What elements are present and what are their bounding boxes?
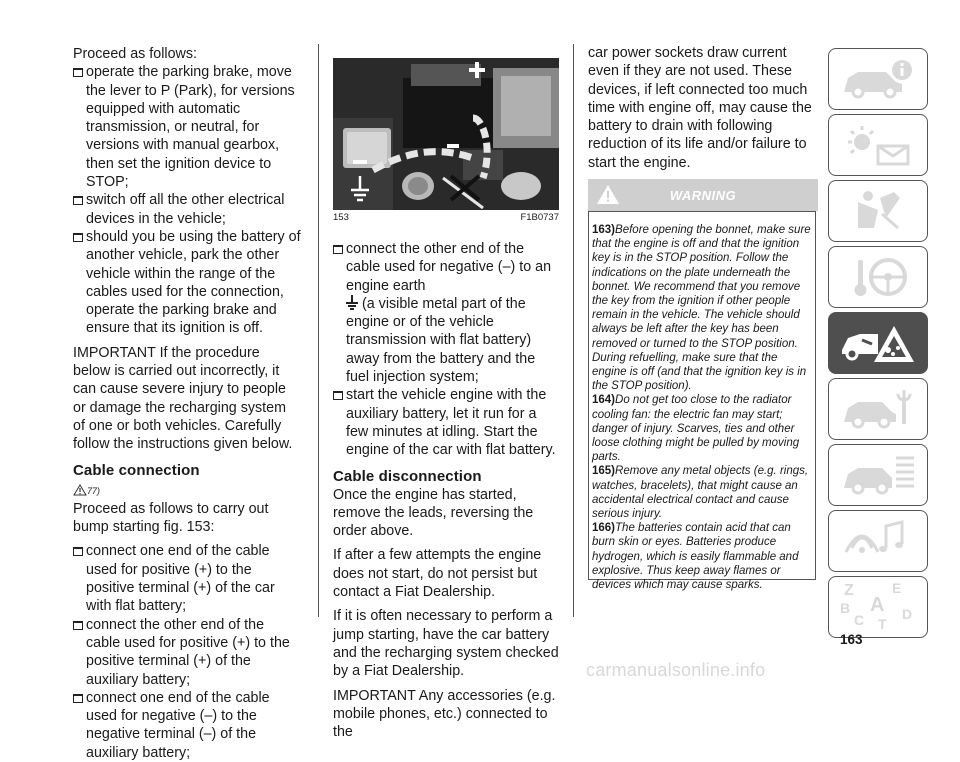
watermark: carmanualsonline.info	[586, 660, 766, 680]
bullet-square-icon	[73, 68, 83, 77]
page-number: 163	[840, 632, 863, 647]
car-service-icon	[838, 386, 918, 432]
paragraph: Once the engine has started, remove the leads, reversing the order above.	[333, 486, 534, 540]
tab-car-info[interactable]	[828, 48, 928, 110]
spec-list-icon	[838, 452, 918, 498]
bullet-square-icon	[73, 233, 83, 242]
figure-caption	[333, 212, 559, 223]
warning-title: WARNING	[669, 188, 737, 203]
earth-ground-icon	[346, 295, 358, 310]
list-item: connect one end of the cable used for negative (–) to the negative terminal (–) of the auxiliary battery;	[73, 689, 301, 762]
breakdown-warning-icon	[838, 320, 918, 366]
key-steering-icon	[838, 254, 918, 300]
airbag-seat-icon	[838, 188, 918, 234]
tab-safety[interactable]	[828, 180, 928, 242]
tab-technical[interactable]	[828, 444, 928, 506]
index-letters-icon: Z E B A C D T	[840, 580, 913, 632]
proceed-text: Proceed as follows to carry out bump starting fig. 153:	[73, 500, 269, 536]
warning-item: 166)The batteries contain acid that can burn skin or eyes. Batteries produce hydrogen, which is easily flammable and explosive. Thus keep away flames or devices which may cause sparks.	[592, 522, 799, 592]
paragraph: If after a few attempts the engine does not start, do not persist but contact a Fiat Dealership.	[333, 547, 542, 601]
warning-body	[588, 211, 816, 592]
column-left	[73, 45, 301, 762]
column-right	[588, 44, 818, 172]
figure-code: F1B0737	[520, 212, 559, 223]
warning-header	[588, 179, 818, 211]
bullet-square-icon	[73, 547, 83, 556]
warning-hand-icon	[73, 484, 87, 496]
column-divider	[573, 44, 574, 617]
warning-item: 163)Before opening the bonnet, make sure that the engine is off and that the ignition key is in the STOP position. Follow the indications on the plate underneath the bonnet. We recommend that you remove the key from the ignition if other people remain in the vehicle. The vehicle should always be left after the key has been removed or turned to the STOP position. During refuelling, make sure that the engine is off (and that the ignition key is in the STOP position).	[592, 224, 811, 393]
tab-lights[interactable]	[828, 114, 928, 176]
list-item: connect the other end of the cable used for positive (+) to the positive terminal (+) of the auxiliary battery;	[73, 616, 301, 689]
bullet-square-icon	[333, 245, 343, 254]
important-note: IMPORTANT If the procedure below is carried out incorrectly, it can cause severe injury to people or damage the recharging system of one or both vehicles. Carefully follow the instructions given below.	[73, 344, 293, 453]
paragraph: car power sockets draw current even if they are not used. These devices, if left connected too much time with engine off, may cause the battery to drain with following reduction of its life and/or failure to start the engine.	[588, 45, 812, 171]
tab-multimedia[interactable]	[828, 510, 928, 572]
tab-maintenance[interactable]	[828, 378, 928, 440]
car-info-icon	[838, 56, 918, 102]
tab-starting[interactable]	[828, 246, 928, 308]
section-heading: Cable disconnection	[333, 467, 482, 485]
list-item: switch off all the other electrical devices in the vehicle;	[73, 191, 301, 228]
list-item: should you be using the battery of another vehicle, park the other vehicle within the range of the cables used for the connection, operate the parking brake and ensure that its ignition is off.	[73, 228, 301, 338]
bullet-square-icon	[73, 621, 83, 630]
warning-item: 165)Remove any metal objects (e.g. rings, watches, bracelets), that might cause an accidental electrical contact and cause serious injury.	[592, 465, 809, 521]
column-middle	[333, 240, 561, 741]
multimedia-icon	[838, 518, 918, 564]
bullet-square-icon	[73, 196, 83, 205]
list-item: start the vehicle engine with the auxiliary battery, let it run for a few minutes at idling. Start the engine of the car with flat battery.	[333, 386, 561, 459]
warning-ref: 77)	[73, 482, 301, 500]
list-item: connect one end of the cable used for positive (+) to the positive terminal (+) of the car with flat battery;	[73, 542, 301, 615]
tab-index[interactable]	[828, 576, 928, 638]
section-heading: Cable connection	[73, 461, 200, 479]
list-item: connect the other end of the cable used for negative (–) to an engine earth (a visible metal part of the engine or of the vehicle transmission with flat battery) away from the battery and the fuel injection system;	[333, 240, 561, 386]
battery-illustration	[333, 58, 559, 210]
lights-mail-icon	[838, 122, 918, 168]
paragraph: If it is often necessary to perform a jump starting, have the car battery and the recharging system checked by a Fiat Dealership.	[333, 608, 559, 680]
engine-battery-photo	[333, 58, 559, 210]
figure-number: 153	[333, 212, 349, 223]
list-item: operate the parking brake, move the lever to P (Park), for versions equipped with automatic transmission, or neutral, for versions with manual gearbox, then set the ignition device to STOP;	[73, 63, 301, 191]
warning-item: 164)Do not get too close to the radiator cooling fan: the electric fan may start; danger of injury. Scarves, ties and other loose clothing might be pulled by moving parts.	[592, 394, 800, 464]
paragraph: IMPORTANT Any accessories (e.g. mobile phones, etc.) connected to the	[333, 687, 556, 741]
tab-emergency[interactable]	[828, 312, 928, 374]
column-divider	[318, 44, 319, 617]
bullet-square-icon	[333, 391, 343, 400]
bullet-square-icon	[73, 694, 83, 703]
intro-text: Proceed as follows:	[73, 46, 197, 62]
